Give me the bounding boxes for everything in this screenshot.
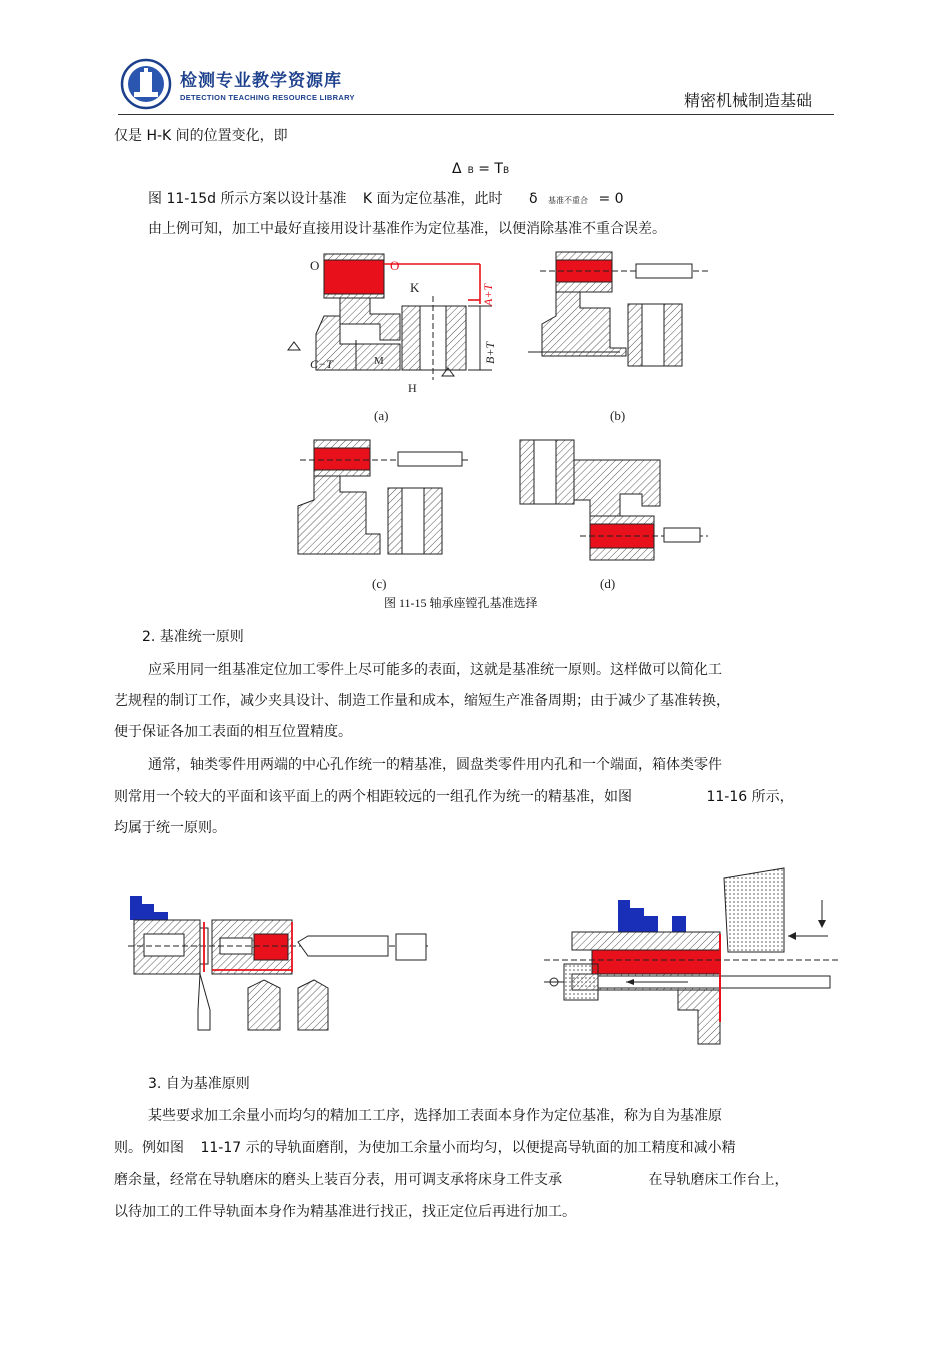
paragraph-line: 便于保证各加工表面的相互位置精度。 xyxy=(114,724,352,740)
label-k: K xyxy=(410,280,420,295)
figure-d xyxy=(520,440,708,591)
label-o-left: O xyxy=(310,258,320,273)
figure-caption: 图 11-15 轴承座镗孔基准选择 xyxy=(384,596,538,610)
label-m: M xyxy=(374,355,384,367)
formula-eq: = T xyxy=(473,161,503,177)
paragraph-line: 应采用同一组基准定位加工零件上尽可能多的表面，这就是基准统一原则。这样做可以简化工 xyxy=(148,662,722,678)
paragraph-line xyxy=(114,1139,736,1157)
header-rule xyxy=(118,114,834,115)
shaft-setup-left xyxy=(128,896,428,1030)
text-span: = 0 xyxy=(598,191,624,207)
text-line xyxy=(148,190,624,210)
text-span: 则。例如图 xyxy=(114,1140,184,1156)
grinding-setup-right xyxy=(544,868,838,1044)
formula xyxy=(452,160,509,180)
text-line: 仅是 H-K 间的位置变化，即 xyxy=(114,128,288,144)
label-d: (d) xyxy=(600,576,616,591)
label-b: (b) xyxy=(610,408,626,423)
paragraph-line: 某些要求加工余量小而均匀的精加工工序，选择加工表面本身作为定位基准，称为自为基准原 xyxy=(148,1108,722,1124)
section-heading: 3. 自为基准原则 xyxy=(148,1076,250,1092)
text-span: 图 11-15d 所示方案以设计基准 xyxy=(148,191,347,207)
figure-11-16 xyxy=(128,860,838,1050)
figure-b xyxy=(528,252,710,423)
delta-symbol: δ xyxy=(529,191,538,207)
text-span: 11-16 所示， xyxy=(706,789,794,805)
label-o-right: O xyxy=(390,258,400,273)
subscript: 基准不重合 xyxy=(548,196,589,205)
section-heading: 2. 基准统一原则 xyxy=(142,629,244,645)
paragraph-line xyxy=(114,1171,788,1189)
figure-11-15 xyxy=(280,244,720,594)
label-h: H xyxy=(408,381,417,395)
logo-subtitle: DETECTION TEACHING RESOURCE LIBRARY xyxy=(180,93,355,102)
label-c: (c) xyxy=(372,576,387,591)
book-title: 精密机械制造基础 xyxy=(684,91,813,110)
header xyxy=(0,0,950,118)
label-a-dim: A+T xyxy=(481,283,495,306)
label-b-dim: B+T xyxy=(483,341,497,364)
paragraph-line: 均属于统一原则。 xyxy=(114,820,226,836)
text-line: 由上例可知，加工中最好直接用设计基准作为定位基准，以便消除基准不重合误差。 xyxy=(148,221,666,237)
paragraph-line xyxy=(114,788,794,806)
figure-c xyxy=(298,440,470,591)
text-span: 11-17 示的导轨面磨削，为使加工余量小而均匀，以便提高导轨面的加工精度和减小精 xyxy=(200,1140,736,1156)
label-c-dim: C−T xyxy=(310,357,333,371)
formula-sub: B xyxy=(467,166,474,176)
text-span: K 面为定位基准，此时 xyxy=(362,191,503,207)
paragraph-line: 艺规程的制订工作，减少夹具设计、制造工作量和成本，缩短生产准备周期；由于减少了基准转换， xyxy=(114,693,730,709)
formula-sub: B xyxy=(502,166,510,176)
logo-title: 检测专业教学资源库 xyxy=(180,71,342,91)
text-span: 磨余量，经常在导轨磨床的磨头上装百分表，用可调支承将床身工件支承 xyxy=(114,1172,562,1188)
formula-delta: Δ xyxy=(452,161,462,177)
paragraph-line: 以待加工的工件导轨面本身作为精基准进行找正，找正定位后再进行加工。 xyxy=(114,1204,576,1220)
logo-emblem-icon xyxy=(120,58,172,110)
text-span: 在导轨磨床工作台上， xyxy=(648,1172,789,1188)
figure-a xyxy=(288,254,497,423)
paragraph-line: 通常，轴类零件用两端的中心孔作统一的精基准，圆盘类零件用内孔和一个端面，箱体类零件 xyxy=(148,757,722,773)
text-span: 则常用一个较大的平面和该平面上的两个相距较远的一组孔作为统一的精基准，如图 xyxy=(114,789,632,805)
label-a: (a) xyxy=(374,408,389,423)
